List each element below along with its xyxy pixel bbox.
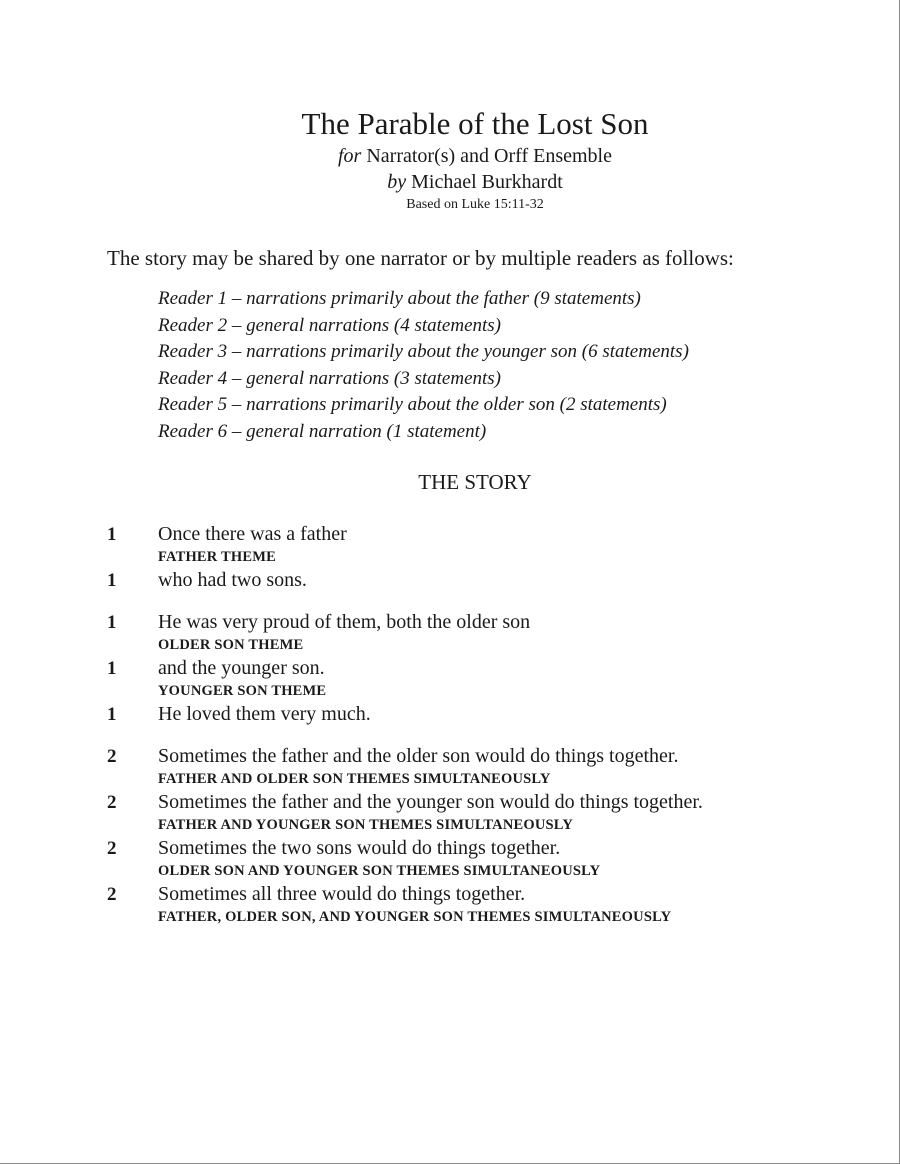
story-entry: [107, 744, 867, 790]
entry-body: [158, 744, 867, 790]
reader-item: Reader 6 – general narration (1 statement): [158, 420, 487, 442]
music-cue: FATHER AND OLDER SON THEMES SIMULTANEOUSLY: [158, 771, 551, 787]
entry-body: [158, 656, 867, 702]
story-script: [107, 522, 867, 945]
document-byline: [0, 169, 900, 196]
reader-number: 2: [107, 746, 117, 767]
story-entry: [107, 610, 867, 656]
subtitle-text: Narrator(s) and Orff Ensemble: [361, 145, 612, 167]
reader-number: 2: [107, 884, 117, 905]
reader-item: Reader 4 – general narrations (3 statements): [158, 367, 502, 389]
narration-text: who had two sons.: [158, 569, 307, 591]
document-header: [0, 104, 900, 214]
music-cue: FATHER, OLDER SON, AND YOUNGER SON THEMES SIMULTANEOUSLY: [158, 909, 672, 925]
document-title: The Parable of the Lost Son: [301, 106, 649, 141]
music-cue: YOUNGER SON THEME: [158, 683, 327, 699]
reader-list: [158, 286, 689, 445]
entry-body: [158, 882, 867, 928]
music-cue: OLDER SON THEME: [158, 637, 304, 653]
entry-body: [158, 568, 867, 593]
intro-paragraph: The story may be shared by one narrator or by multiple readers as follows:: [107, 246, 734, 270]
music-cue: FATHER THEME: [158, 549, 277, 565]
narration-text: Sometimes all three would do things together.: [158, 883, 526, 905]
narration-text: Sometimes the two sons would do things together.: [158, 837, 561, 859]
entry-body: [158, 702, 867, 727]
story-entry: [107, 522, 867, 568]
story-entry: [107, 656, 867, 702]
story-group: [107, 610, 867, 727]
reader-number: 1: [107, 524, 117, 545]
story-group: [107, 522, 867, 593]
reader-item: Reader 3 – narrations primarily about the younger son (6 statements): [158, 341, 689, 362]
entry-body: [158, 610, 867, 656]
narration-text: Sometimes the father and the younger son would do things together.: [158, 791, 703, 813]
story-entry: [107, 882, 867, 928]
narration-text: He was very proud of them, both the older son: [158, 611, 531, 633]
entry-body: [158, 790, 867, 836]
entry-body: [158, 522, 867, 568]
reader-number: 2: [107, 792, 117, 813]
narration-text: He loved them very much.: [158, 703, 371, 725]
byline-author: Michael Burkhardt: [406, 171, 563, 193]
story-entry: [107, 702, 867, 727]
reader-item: Reader 1 – narrations primarily about the father (9 statements): [158, 288, 641, 309]
narration-text: Sometimes the father and the older son would do things together.: [158, 745, 679, 767]
narration-text: Once there was a father: [158, 523, 347, 545]
byline-prefix: by: [387, 171, 407, 193]
music-cue: OLDER SON AND YOUNGER SON THEMES SIMULTANEOUSLY: [158, 863, 601, 879]
reader-number: 1: [107, 612, 117, 633]
story-entry: [107, 790, 867, 836]
story-group: [107, 744, 867, 928]
story-entry: [107, 568, 867, 593]
story-heading: THE STORY: [418, 470, 532, 494]
scripture-basis: Based on Luke 15:11-32: [406, 197, 544, 212]
reader-number: 1: [107, 570, 117, 591]
reader-number: 2: [107, 838, 117, 859]
subtitle-prefix: for: [338, 145, 362, 167]
document-subtitle: [0, 144, 900, 169]
story-entry: [107, 836, 867, 882]
music-cue: FATHER AND YOUNGER SON THEMES SIMULTANEOUSLY: [158, 817, 574, 833]
reader-item: Reader 2 – general narrations (4 statements): [158, 314, 502, 336]
reader-item: Reader 5 – narrations primarily about the older son (2 statements): [158, 394, 667, 415]
entry-body: [158, 836, 867, 882]
reader-number: 1: [107, 658, 117, 679]
reader-number: 1: [107, 704, 117, 725]
narration-text: and the younger son.: [158, 657, 325, 679]
